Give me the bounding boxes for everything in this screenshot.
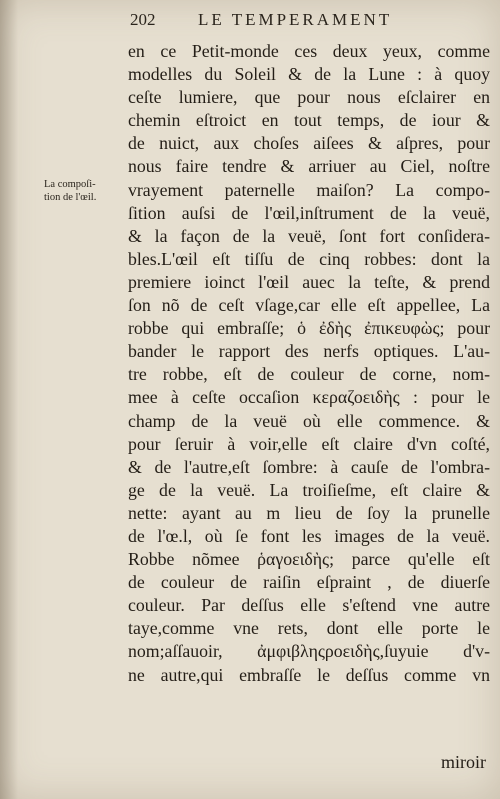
- text-line: ſition auſsi de l'œil,inſtrument de la veuë,: [128, 202, 490, 223]
- text-line: modelles du Soleil & de la Lune : à quoy: [128, 64, 490, 85]
- text-line: nous faire tendre & arriuer au Ciel, noſtre: [128, 156, 490, 177]
- page-header: [122, 8, 492, 34]
- margin-note-line: tion de l'œil.: [44, 192, 97, 203]
- text-line: nette: ayant au m lieu de ſoy la prunelle: [128, 502, 490, 523]
- catchword: miroir: [441, 752, 486, 772]
- text-line: robbe qui embraſſe; ὁ ἐδὴς ἐπικευφὼς; pour: [128, 318, 490, 339]
- margin-note-line: La compoſi-: [44, 179, 96, 190]
- running-head: LE TEMPERAMENT: [198, 10, 393, 29]
- text-line: couleur. Par deſſus elle s'eſtend vne autre: [128, 595, 490, 616]
- text-line: bander le rapport des nerfs optiques. L'au-: [128, 341, 490, 362]
- text-line: & la façon de la veuë, ſont fort conſidera-: [128, 225, 490, 246]
- text-line: de l'œ.l, où ſe font les images de la veuë.: [128, 525, 490, 546]
- text-line: ge de la veuë. La troiſieſme, eſt claire &: [128, 479, 490, 500]
- text-line: ſon nõ de ceſt vſage,car elle eſt appellee, La: [128, 295, 490, 316]
- margin-note: [44, 178, 122, 204]
- text-line: & de l'autre,eſt ſombre: à cauſe de l'ombra-: [128, 456, 490, 477]
- text-line: champ de la veuë où elle commence. &: [128, 410, 490, 431]
- text-line: tre robbe, eſt de couleur de corne, nom-: [128, 364, 490, 385]
- text-line: Robbe nõmee ῥαγοειδὴς; parce qu'elle eſt: [128, 549, 490, 570]
- text-line: premiere ioinct l'œil auec la teſte, & prend: [128, 271, 490, 292]
- text-line: chemin eſtroict en tout temps, de iour &: [128, 110, 490, 131]
- text-line: en ce Petit-monde ces deux yeux, comme: [128, 41, 490, 61]
- body-text: [128, 40, 490, 687]
- text-line: pour ſeruir à voir,elle eſt claire d'vn coſté,: [128, 433, 490, 454]
- page-number: 202: [130, 10, 156, 29]
- text-line: mee à ceſte occaſion κεραζοειδὴς : pour le: [128, 387, 490, 408]
- gutter-shadow: [0, 0, 18, 799]
- text-line: ceſte lumiere, que pour nous eſclairer en: [128, 87, 490, 108]
- text-line: de couleur de raiſin eſpraint , de diuerſe: [128, 572, 490, 593]
- text-line: vrayement paternelle maiſon? La compo-: [128, 179, 490, 200]
- text-line: nom;aſſauoir, ἀμφιβληςροειδὴς,ſuyuie d'v-: [128, 641, 490, 662]
- text-line: taye,comme vne rets, dont elle porte le: [128, 618, 490, 639]
- text-line: de nuict, aux choſes aiſees & aſpres, pour: [128, 133, 490, 154]
- text-line: ne autre,qui embraſſe le deſſus comme vn: [128, 664, 490, 685]
- text-line: bles.L'œil eſt tiſſu de cinq robbes: dont la: [128, 248, 490, 269]
